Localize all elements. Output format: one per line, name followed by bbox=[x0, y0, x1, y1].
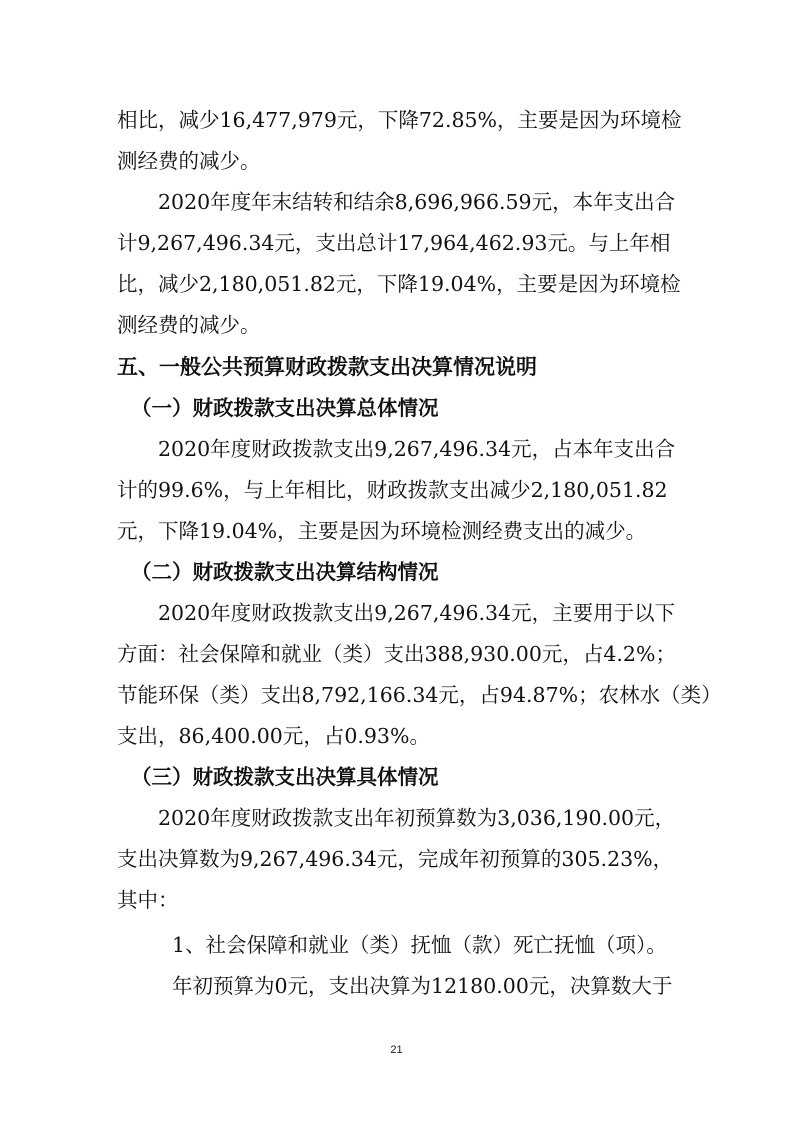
paragraph-line: 相比，减少16,477,979元，下降72.85%，主要是因为环境检 bbox=[117, 108, 682, 132]
list-item-line: 1、社会保障和就业（类）抚恤（款）死亡抚恤（项）。 bbox=[172, 933, 667, 957]
paragraph-line: 支出决算数为9,267,496.34元，完成年初预算的305.23%， bbox=[117, 847, 674, 871]
subsection-heading: （二）财政拨款支出决算结构情况 bbox=[131, 560, 439, 584]
paragraph-line: 元，下降19.04%，主要是因为环境检测经费支出的减少。 bbox=[117, 519, 647, 543]
section-heading: 五、一般公共预算财政拨款支出决算情况说明 bbox=[117, 355, 537, 379]
paragraph-line: 测经费的减少。 bbox=[117, 149, 261, 173]
paragraph-line: 测经费的减少。 bbox=[117, 313, 261, 337]
paragraph-line: 计的99.6%，与上年相比，财政拨款支出减少2,180,051.82 bbox=[117, 478, 668, 502]
paragraph-line: 计9,267,496.34元，支出总计17,964,462.93元。与上年相 bbox=[117, 231, 671, 255]
subsection-heading: （一）财政拨款支出决算总体情况 bbox=[131, 396, 439, 420]
paragraph-line: 其中： bbox=[117, 888, 179, 912]
paragraph-line: 2020年度财政拨款支出9,267,496.34元，主要用于以下 bbox=[158, 601, 676, 625]
paragraph-line: 支出，86,400.00元，占0.93%。 bbox=[117, 724, 430, 748]
paragraph-line: 2020年度年末结转和结余8,696,966.59元，本年支出合 bbox=[158, 190, 676, 214]
paragraph-line: 年初预算为0元，支出决算为12180.00元，决算数大于 bbox=[172, 974, 673, 998]
paragraph-line: 比，减少2,180,051.82元，下降19.04%，主要是因为环境检 bbox=[117, 272, 681, 296]
paragraph-line: 方面：社会保障和就业（类）支出388,930.00元，占4.2%； bbox=[117, 642, 676, 666]
paragraph-line: 2020年度财政拨款支出9,267,496.34元，占本年支出合 bbox=[158, 437, 676, 461]
paragraph-line: 2020年度财政拨款支出年初预算数为3,036,190.00元， bbox=[158, 806, 676, 830]
page-number: 21 bbox=[390, 1044, 403, 1056]
subsection-heading: （三）财政拨款支出决算具体情况 bbox=[131, 765, 439, 789]
paragraph-line: 节能环保（类）支出8,792,166.34元，占94.87%；农林水（类） bbox=[117, 683, 722, 707]
